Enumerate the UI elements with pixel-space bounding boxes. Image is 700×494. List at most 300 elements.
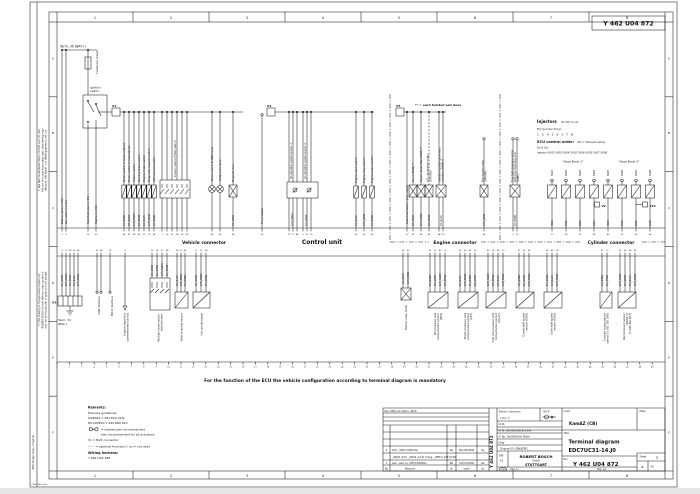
svg-text:Engine brake switch: Engine brake switch <box>370 155 374 183</box>
svg-text:47: 47 <box>626 366 629 369</box>
wire-x-front-digital <box>260 114 264 229</box>
svg-text:52: 52 <box>473 250 477 252</box>
svg-text:28: 28 <box>390 366 394 369</box>
svg-text:7: 7 <box>130 366 133 369</box>
svg-text:30: 30 <box>260 233 264 236</box>
svg-text:0,5_GEWS: 0,5_GEWS <box>624 274 627 286</box>
svg-text:(Y 265 I00 607): (Y 265 I00 607) <box>628 313 633 334</box>
rev-row-no: 1 <box>385 461 388 465</box>
svg-text:48: 48 <box>165 250 169 252</box>
svg-text:79: 79 <box>147 233 151 236</box>
svg-text:temperature sensor: temperature sensor <box>466 313 470 340</box>
svg-text:21: 21 <box>303 366 307 369</box>
rev-row-dr: Re <box>449 448 454 452</box>
remarks-twisted-2: also recommended for all actuators <box>101 432 155 437</box>
svg-text:(RDS4.2): (RDS4.2) <box>625 313 629 326</box>
svg-text:0,5_BLGN: 0,5_BLGN <box>551 275 554 286</box>
wire-x-switched-battery-plus-output <box>405 111 409 228</box>
svg-text:13: 13 <box>204 366 208 369</box>
relay-x-magnetic-fan <box>229 111 237 228</box>
svg-text:63: 63 <box>486 250 490 252</box>
copyright-de-3: befugnis, wie Kopier- und Weitergaberecht, bei uns. <box>44 129 48 191</box>
power-circuit <box>61 49 446 128</box>
svg-text:41: 41 <box>551 366 555 369</box>
svg-text:0,5_GEWS: 0,5_GEWS <box>305 214 308 226</box>
switch-x-a-c-request-switch <box>152 111 157 228</box>
svg-text:24: 24 <box>340 366 344 369</box>
svg-text:26: 26 <box>365 366 369 369</box>
svg-text:Engine brake flap (PWM) **: Engine brake flap (PWM) ** <box>420 146 423 182</box>
svg-text:with fuel metering unit: with fuel metering unit <box>514 152 517 182</box>
svg-text:84: 84 <box>295 233 299 236</box>
svg-text:0,5_BRWS: 0,5_BRWS <box>429 274 432 286</box>
svg-text:14: 14 <box>216 366 220 369</box>
svg-text:0,5_GEWS: 0,5_GEWS <box>444 274 447 286</box>
svg-text:Rail pressure sensor: Rail pressure sensor <box>621 313 626 341</box>
svg-text:19: 19 <box>458 250 462 252</box>
switch-x-cruise-control-fgr-switch <box>160 111 190 228</box>
svg-text:actuator (PWM) **: actuator (PWM) ** <box>441 158 445 182</box>
svg-text:(hand brake): (hand brake) <box>159 314 164 332</box>
svg-text:41: 41 <box>468 250 472 252</box>
svg-text:A/C compressor relay: A/C compressor relay <box>426 154 430 182</box>
svg-text:CAN interface: CAN interface <box>97 296 101 315</box>
svg-text:0,5_GNRD: 0,5_GNRD <box>412 214 415 226</box>
svg-text:54: 54 <box>545 250 549 252</box>
drawing-title: Terminal diagram <box>568 439 620 446</box>
wiring-layer <box>49 12 673 479</box>
actuator-x-engine-brake-flap-pwm <box>417 111 425 228</box>
svg-text:4: 4 <box>321 474 325 479</box>
svg-text:E: E <box>52 355 54 360</box>
svg-text:6: 6 <box>195 250 197 252</box>
svg-text:8: 8 <box>625 474 629 479</box>
svg-text:Engine brake switch: Engine brake switch <box>142 154 146 182</box>
svg-text:17: 17 <box>254 366 257 369</box>
rev-row-text: Add. _WP4 (CH6/CAS) <box>392 448 418 452</box>
svg-text:36: 36 <box>489 366 493 369</box>
svg-text:0,75_BRRD: 0,75_BRRD <box>483 213 486 226</box>
svg-text:2: 2 <box>68 366 71 369</box>
svg-text:8: 8 <box>625 16 629 20</box>
corner-note: CHee Dw (sca) <box>31 483 47 486</box>
svg-text:Variable turbine geometry: Variable turbine geometry <box>438 147 442 182</box>
actuator-x-variable-turbine-geometry <box>436 111 446 228</box>
svg-text:0,5_GNRD: 0,5_GNRD <box>195 274 198 286</box>
svg-text:1: 1 <box>56 366 58 369</box>
rev-row-dr: Be <box>449 461 454 465</box>
svg-text:Diagnostic lamp: Diagnostic lamp <box>218 159 222 181</box>
svg-text:Glow control & OBD lamp: Glow control & OBD lamp <box>210 146 214 181</box>
svg-text:26: 26 <box>354 233 358 236</box>
no-label: No./ <box>563 457 569 461</box>
svg-text:0,5_BLGN: 0,5_BLGN <box>143 215 146 226</box>
svg-text:Oil pressure and: Oil pressure and <box>432 313 437 335</box>
injector-7 <box>632 169 641 228</box>
svg-text:13: 13 <box>64 250 68 252</box>
rev-row-text: _WSK3 (0.9), _WSK2 (14.0) chang. _IMM to 148 (0.99) <box>392 455 457 459</box>
svg-text:54: 54 <box>419 233 423 236</box>
svg-text:12: 12 <box>192 366 195 369</box>
svg-text:72: 72 <box>433 250 437 252</box>
margin-texts <box>32 128 48 486</box>
svg-text:Battery plus (cl.30): Battery plus (cl.30) <box>60 198 64 224</box>
svg-text:Switched plus (cl.15): Switched plus (cl.15) <box>86 195 90 224</box>
svg-text:0,75_SWGN: 0,75_SWGN <box>487 273 490 286</box>
svg-text:83: 83 <box>438 250 442 252</box>
svg-text:4: 4 <box>124 250 126 252</box>
svg-text:0,75_SWGN: 0,75_SWGN <box>291 213 294 226</box>
sensor-x-rail-pressure-sensor-rds4-2-y-265-i00-607 <box>618 256 637 340</box>
svg-text:Brake switch 2 (redundant): Brake switch 2 (redundant) <box>127 145 131 182</box>
of-label: Of/ <box>650 465 654 469</box>
svg-text:0,5_GNRD: 0,5_GNRD <box>474 274 477 286</box>
svg-text:24: 24 <box>68 250 72 252</box>
rev-row-valid: Dec/06/2006 <box>458 448 475 452</box>
svg-text:(24V/4A): (24V/4A) <box>429 170 433 182</box>
zone-engine-connector: Engine connector <box>433 241 477 246</box>
svg-text:61: 61 <box>428 250 432 252</box>
svg-text:Starter (cl.50): Starter (cl.50) <box>94 205 98 224</box>
ignition-switch-label-2: switch <box>90 89 99 94</box>
origin: Original 05-GEN/EDB1 <box>500 447 528 451</box>
svg-text:Key switch (cl.15): Key switch (cl.15) <box>64 200 68 224</box>
sensor-x-car-speed-signal <box>193 256 210 335</box>
rev-row-ch: Re <box>481 461 485 465</box>
svg-text:45: 45 <box>628 250 632 252</box>
switch-x-brake-switch-1-main-switch <box>122 111 127 228</box>
svg-text:Engine stop switch: Engine stop switch <box>362 157 366 183</box>
svg-text:SV04: SV04 <box>593 220 596 226</box>
injector-6 <box>618 169 627 228</box>
svg-text:0,5_BRWS: 0,5_BRWS <box>514 214 517 226</box>
svg-text:E: E <box>668 355 670 360</box>
svg-text:0,5_BLGN: 0,5_BLGN <box>73 275 76 286</box>
svg-text:2: 2 <box>61 233 63 236</box>
svg-text:SV01: SV01 <box>551 220 554 226</box>
svg-text:65: 65 <box>550 250 554 252</box>
switch-x-engine-stop-switch <box>362 111 367 228</box>
svg-text:5: 5 <box>397 474 401 479</box>
mm-label: s mm, d <box>500 416 510 420</box>
injectors-heading: Injectors <box>537 119 557 124</box>
svg-text:C: C <box>667 206 671 211</box>
doc-number-box <box>592 16 665 30</box>
svg-text:Clutch switch: Clutch switch <box>132 164 136 182</box>
svg-text:32: 32 <box>440 366 443 369</box>
part-tol-label: Part tol. dimension <box>499 410 521 414</box>
svg-text:65: 65 <box>137 233 141 236</box>
remarks-optional: ------ = optional functions / nu = not used <box>88 444 151 449</box>
svg-text:0,75_SWGN: 0,75_SWGN <box>200 273 203 286</box>
svg-text:0,75_SWGN: 0,75_SWGN <box>133 213 136 226</box>
svg-text:10: 10 <box>501 250 505 252</box>
svg-text:A/C request switch: A/C request switch <box>152 156 156 182</box>
arrow-x-engine-speed-for-speedometer-tacho <box>122 256 129 341</box>
sensor-x-boost-pressure-and-temperature-sensor-lpt <box>458 256 478 340</box>
switch-x-engine-brake-switch <box>142 111 147 228</box>
svg-text:3: 3 <box>81 366 83 369</box>
svg-text:35: 35 <box>180 233 184 236</box>
zone-labels <box>182 239 635 246</box>
svg-text:58: 58 <box>132 233 136 236</box>
svg-text:D: D <box>667 280 671 285</box>
svg-text:5: 5 <box>302 233 304 236</box>
customer-name: KamAZ (CB) <box>569 420 598 426</box>
mandatory-note: For the function of the ECU the vehicle configuration according to terminal diagram is mandatory <box>204 379 446 384</box>
svg-text:63: 63 <box>231 233 235 236</box>
svg-text:85: 85 <box>496 250 500 252</box>
svg-text:0,5_GNRD: 0,5_GNRD <box>232 214 235 226</box>
svg-text:57: 57 <box>95 250 99 252</box>
svg-text:Car speed signal: Car speed signal <box>199 313 204 336</box>
svg-text:59: 59 <box>175 250 179 252</box>
switch-x-diagnosis-request-switch <box>147 111 152 228</box>
svg-text:20: 20 <box>291 366 294 369</box>
svg-text:0,5_BRWS: 0,5_BRWS <box>153 214 156 226</box>
svg-text:48: 48 <box>638 366 642 369</box>
svg-text:Diagnosis request switch: Diagnosis request switch <box>147 148 151 182</box>
svg-text:D: D <box>51 280 55 285</box>
svg-text:81: 81 <box>183 250 187 252</box>
remarks-line-3: DS-CN/ESA Y 449 R80 813 <box>88 421 128 425</box>
svg-text:C: C <box>51 206 55 211</box>
svg-text:82: 82 <box>482 233 486 236</box>
svg-text:0,5_BLGN: 0,5_BLGN <box>176 275 179 286</box>
svg-text:34: 34 <box>464 366 468 369</box>
svg-text:0,75_BRRD: 0,75_BRRD <box>634 273 637 286</box>
copyright-de-1: © Alle Rechte bei Robert Bosch GmbH, auch für den <box>38 128 42 192</box>
svg-text:Boost pressure and: Boost pressure and <box>462 313 467 339</box>
svg-text:0,5_BLGN: 0,5_BLGN <box>440 215 443 226</box>
actuator-x-fan-1-pwm <box>409 111 417 228</box>
for-8cyl-label: for 8 Cyl.: <box>537 146 550 150</box>
svg-text:0,5_GEWS: 0,5_GEWS <box>166 264 169 276</box>
svg-text:(LPT): (LPT) <box>469 313 474 320</box>
svg-text:1: 1 <box>93 16 97 20</box>
stub-x-can-interface <box>96 256 102 315</box>
svg-text:3: 3 <box>245 474 249 479</box>
svg-text:sensor (DG6): sensor (DG6) <box>524 313 529 331</box>
svg-text:30: 30 <box>415 366 418 369</box>
remarks-line-1: Harness guidelines <box>88 411 117 415</box>
svg-text:45: 45 <box>606 233 610 236</box>
svg-text:A: A <box>667 56 671 61</box>
svg-text:Brake switch 1 (main switch): Brake switch 1 (main switch) <box>122 143 126 182</box>
svg-text:Switched battery plus output: Switched battery plus output <box>405 184 409 224</box>
cluster-x-multiple-state-switch-hand-brake <box>150 256 170 342</box>
svg-text:0,5_BRWS: 0,5_BRWS <box>151 264 154 276</box>
svg-text:39: 39 <box>526 366 530 369</box>
zone-cylinder-connector: Cylinder connector <box>587 241 635 246</box>
svg-text:12: 12 <box>605 250 609 252</box>
svg-text:44: 44 <box>122 233 126 236</box>
svg-text:SV06: SV06 <box>621 220 624 226</box>
svg-text:87: 87 <box>600 250 604 252</box>
svg-text:26: 26 <box>155 250 159 252</box>
term30-label: Term. 30 (BAT+) <box>60 44 87 49</box>
svg-text:Cruise control (FGR) switch: Cruise control (FGR) switch <box>173 140 177 177</box>
twisted-pair-icon <box>89 428 92 431</box>
svg-text:40: 40 <box>370 233 374 236</box>
svg-text:0,5_BRWS: 0,5_BRWS <box>601 274 604 286</box>
svg-text:8: 8 <box>444 250 446 252</box>
firing-order: 1 5 4 2 6 3 7 8 <box>537 132 574 137</box>
doc-number-top: Y 462 U04 872 <box>603 20 654 28</box>
ecu-order-label: ECU control order: <box>537 140 575 144</box>
svg-text:0,75_SWGN: 0,75_SWGN <box>528 273 531 286</box>
svg-text:SV02: SV02 <box>565 169 568 176</box>
svg-text:SV08: SV08 <box>649 220 652 226</box>
svg-text:SV04: SV04 <box>593 169 596 176</box>
pag-label: Pag. 1/ <box>510 468 519 472</box>
svg-text:0,75_SWGN: 0,75_SWGN <box>420 213 423 226</box>
svg-text:31: 31 <box>427 366 431 369</box>
rep-by-label: Rep. by/ <box>597 468 607 472</box>
svg-text:15: 15 <box>229 366 232 369</box>
sheet-number: 1 <box>656 455 659 460</box>
svg-text:38: 38 <box>514 366 518 369</box>
svg-text:70: 70 <box>287 233 291 236</box>
remarks-heading: Remarks: <box>88 405 107 410</box>
sensor-x-oil-pressure-and-temperature-sensor-kpt <box>428 256 448 340</box>
injector-2 <box>562 169 571 228</box>
sheet-frame <box>30 2 677 487</box>
doc-number-vertical: Y 462 U04 872 <box>488 435 494 468</box>
injector-5 <box>601 169 613 228</box>
svg-text:B: B <box>51 131 55 136</box>
svg-text:49: 49 <box>650 366 654 369</box>
svg-text:21: 21 <box>170 233 174 236</box>
svg-text:27: 27 <box>378 366 381 369</box>
svg-text:ISO-K interface: ISO-K interface <box>110 296 114 317</box>
svg-text:(ZME): (ZME) <box>517 174 521 182</box>
svg-text:51: 51 <box>127 233 131 236</box>
svg-text:Crankshaft speed: Crankshaft speed <box>521 313 526 337</box>
company-city: STUTTGART <box>525 462 547 467</box>
svg-text:0,75_SWGN: 0,75_SWGN <box>439 273 442 286</box>
svg-text:0,75_BRRD: 0,75_BRRD <box>148 213 151 226</box>
svg-text:(24V/4A): (24V/4A) <box>484 170 488 182</box>
svg-text:29: 29 <box>402 366 406 369</box>
stub-x-iso-k-interface <box>109 256 114 316</box>
term31-label-2: (BAT-) <box>58 322 67 326</box>
svg-text:0,5_BRWS: 0,5_BRWS <box>123 214 126 226</box>
svg-text:Engine start switch: Engine start switch <box>354 157 358 183</box>
wiring-harness-number: Y 462 U02 388 <box>88 456 111 460</box>
injector-info-block <box>537 119 640 164</box>
remarks-block <box>88 406 155 461</box>
svg-text:72: 72 <box>142 233 146 236</box>
svg-text:0,75_BRRD: 0,75_BRRD <box>502 273 505 286</box>
svg-text:0,75_BRRD: 0,75_BRRD <box>556 273 559 286</box>
rev-row-ch: Ry <box>481 448 485 452</box>
svg-text:0,5_GEWS: 0,5_GEWS <box>546 274 549 286</box>
actuator-x-a-c-compressor-relay <box>425 111 433 228</box>
svg-text:sensor (DG6): sensor (DG6) <box>552 313 557 331</box>
svg-text:43: 43 <box>527 250 531 252</box>
svg-text:33: 33 <box>452 366 456 369</box>
svg-text:SV08: SV08 <box>649 169 652 176</box>
svg-text:28: 28 <box>175 233 179 236</box>
approval-2: A/ Dp. Dec/08/2006 Distel <box>498 435 530 439</box>
svg-text:10: 10 <box>167 366 170 369</box>
svg-text:(KPT): (KPT) <box>439 313 444 321</box>
relay-x-starter-relay-24v <box>401 256 411 330</box>
svg-text:Parking brake switch: Parking brake switch <box>137 154 141 182</box>
svg-text:52: 52 <box>620 233 624 236</box>
wiring-harness-heading: Wiring harness: <box>88 450 119 455</box>
svg-text:77: 77 <box>291 233 295 236</box>
svg-text:7: 7 <box>549 474 553 479</box>
injectors-heading-note: (8 V45 xx xx) <box>561 121 579 124</box>
svg-text:Vehicle speed sensor: Vehicle speed sensor <box>179 313 184 342</box>
customers-charge-label: Customers charge <box>95 50 99 74</box>
svg-text:speedometer (tacho): speedometer (tacho) <box>125 313 130 342</box>
sheet-label: Sheet <box>639 455 647 459</box>
company-name: ROBERT BOSCH <box>519 453 553 459</box>
din-label: DIN <box>499 454 504 458</box>
svg-text:37: 37 <box>502 366 505 369</box>
rev-row-text: Gen.: part.no. (IPO/CAS/PRG) <box>392 461 427 465</box>
rev-header-dr: dr. <box>449 467 454 471</box>
frame-grid <box>49 12 673 479</box>
svg-text:4: 4 <box>321 16 325 20</box>
switch-x-engine-start-switch <box>354 111 359 228</box>
svg-text:F: F <box>668 430 670 435</box>
svg-text:0,5_GEWS: 0,5_GEWS <box>69 274 72 286</box>
svg-text:34: 34 <box>623 250 627 252</box>
connector-v5: V5 <box>396 103 401 108</box>
rev-row-valid: Oct/31/2006 <box>459 461 474 465</box>
svg-text:Engine speed for: Engine speed for <box>122 313 127 336</box>
svg-text:47: 47 <box>411 233 415 236</box>
injector-8 <box>646 169 655 228</box>
svg-text:Fuel low pressure and: Fuel low pressure and <box>490 313 495 343</box>
twisted-pair-note: ** = each twisted pair lines <box>415 102 462 107</box>
svg-text:66: 66 <box>648 233 652 236</box>
svg-text:30: 30 <box>463 250 467 252</box>
remarks-line-2: K9/ESK2 Y 281 E22 013L <box>88 416 126 420</box>
svg-text:76: 76 <box>555 250 559 252</box>
svg-text:7: 7 <box>161 233 163 236</box>
lamp-x-glow-control-obd-lamp <box>209 111 216 228</box>
twisted-pair-icon <box>95 428 98 431</box>
svg-text:3: 3 <box>245 16 249 20</box>
actuator-x-fuel-high-pressure-pump <box>510 138 520 228</box>
svg-text:SV03: SV03 <box>579 169 582 176</box>
iso-label: ISO E <box>543 410 550 414</box>
svg-text:Multiple state switch: Multiple state switch <box>156 314 161 342</box>
svg-text:0,5_GEWS: 0,5_GEWS <box>205 274 208 286</box>
svg-text:23: 23 <box>328 366 332 369</box>
svg-text:6: 6 <box>473 474 477 479</box>
svg-text:46: 46 <box>76 250 80 252</box>
svg-text:9: 9 <box>155 366 157 369</box>
svg-text:23: 23 <box>618 250 622 252</box>
copyright-en-1: © This drawing is the exclusive property of <box>38 274 42 326</box>
svg-text:0,5_BLGN: 0,5_BLGN <box>402 273 405 284</box>
svg-text:11: 11 <box>179 366 183 369</box>
svg-text:0,5_GNRD: 0,5_GNRD <box>61 274 64 286</box>
drawing-subtitle: EDC7UC31-14.J0 <box>568 447 616 454</box>
connector-v4: V4 <box>267 103 272 108</box>
actuator-x-fuel-heater-relay <box>480 138 488 228</box>
svg-text:0,75_SWGN: 0,75_SWGN <box>619 273 622 286</box>
svg-text:5: 5 <box>105 366 108 369</box>
svg-text:35: 35 <box>477 366 480 369</box>
svg-text:2: 2 <box>61 250 63 252</box>
